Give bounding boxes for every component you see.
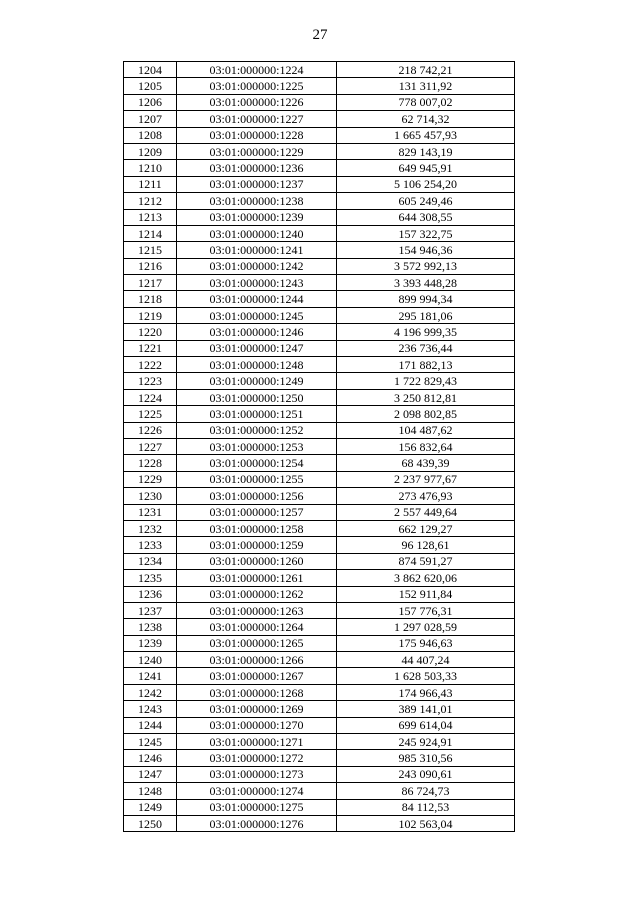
table-row: [124, 143, 515, 159]
table-row: [124, 537, 515, 553]
cadastral-value-cell: 218 742,21: [337, 62, 515, 78]
row-number-cell: 1232: [124, 520, 177, 536]
cadastral-value-cell: 1 665 457,93: [337, 127, 515, 143]
table-row: [124, 209, 515, 225]
cadastral-value-cell: 84 112,53: [337, 799, 515, 815]
cadastral-number-cell: 03:01:000000:1246: [177, 324, 337, 340]
table-row: [124, 275, 515, 291]
row-number-cell: 1208: [124, 127, 177, 143]
cadastral-value-cell: 68 439,39: [337, 455, 515, 471]
table-row: [124, 586, 515, 602]
cadastral-value-cell: 171 882,13: [337, 357, 515, 373]
cadastral-value-cell: 649 945,91: [337, 160, 515, 176]
cadastral-number-cell: 03:01:000000:1250: [177, 389, 337, 405]
row-number-cell: 1247: [124, 766, 177, 782]
cadastral-value-cell: 2 237 977,67: [337, 471, 515, 487]
cadastral-number-cell: 03:01:000000:1247: [177, 340, 337, 356]
cadastral-value-cell: 236 736,44: [337, 340, 515, 356]
row-number-cell: 1226: [124, 422, 177, 438]
row-number-cell: 1212: [124, 193, 177, 209]
table-row: [124, 668, 515, 684]
cadastral-value-cell: 96 128,61: [337, 537, 515, 553]
cadastral-value-cell: 62 714,32: [337, 111, 515, 127]
row-number-cell: 1241: [124, 668, 177, 684]
table-row: [124, 570, 515, 586]
cadastral-number-cell: 03:01:000000:1248: [177, 357, 337, 373]
table-row: [124, 406, 515, 422]
table-row: [124, 602, 515, 618]
table-row: [124, 734, 515, 750]
cadastral-value-cell: 131 311,92: [337, 78, 515, 94]
cadastral-number-cell: 03:01:000000:1265: [177, 635, 337, 651]
row-number-cell: 1244: [124, 717, 177, 733]
cadastral-number-cell: 03:01:000000:1268: [177, 684, 337, 700]
cadastral-number-cell: 03:01:000000:1276: [177, 815, 337, 831]
table-row: [124, 78, 515, 94]
cadastral-number-cell: 03:01:000000:1264: [177, 619, 337, 635]
cadastral-number-cell: 03:01:000000:1245: [177, 307, 337, 323]
table-row: [124, 307, 515, 323]
cadastral-value-cell: 389 141,01: [337, 701, 515, 717]
cadastral-number-cell: 03:01:000000:1242: [177, 258, 337, 274]
row-number-cell: 1229: [124, 471, 177, 487]
cadastral-value-cell: 243 090,61: [337, 766, 515, 782]
cadastral-number-cell: 03:01:000000:1249: [177, 373, 337, 389]
cadastral-value-cell: 157 322,75: [337, 225, 515, 241]
cadastral-value-cell: 86 724,73: [337, 783, 515, 799]
table-row: [124, 127, 515, 143]
table-row: [124, 504, 515, 520]
cadastral-number-cell: 03:01:000000:1258: [177, 520, 337, 536]
row-number-cell: 1216: [124, 258, 177, 274]
cadastral-value-cell: 5 106 254,20: [337, 176, 515, 192]
table-row: [124, 291, 515, 307]
cadastral-value-cell: 152 911,84: [337, 586, 515, 602]
cadastral-value-cell: 175 946,63: [337, 635, 515, 651]
cadastral-value-cell: 157 776,31: [337, 602, 515, 618]
row-number-cell: 1214: [124, 225, 177, 241]
cadastral-number-cell: 03:01:000000:1255: [177, 471, 337, 487]
row-number-cell: 1225: [124, 406, 177, 422]
cadastral-number-cell: 03:01:000000:1269: [177, 701, 337, 717]
row-number-cell: 1206: [124, 94, 177, 110]
cadastral-number-cell: 03:01:000000:1270: [177, 717, 337, 733]
cadastral-value-cell: 1 722 829,43: [337, 373, 515, 389]
cadastral-value-cell: 273 476,93: [337, 488, 515, 504]
table-row: [124, 750, 515, 766]
row-number-cell: 1240: [124, 652, 177, 668]
row-number-cell: 1243: [124, 701, 177, 717]
table-row: [124, 520, 515, 536]
cadastral-value-cell: 874 591,27: [337, 553, 515, 569]
cadastral-value-cell: 2 098 802,85: [337, 406, 515, 422]
cadastral-number-cell: 03:01:000000:1238: [177, 193, 337, 209]
row-number-cell: 1213: [124, 209, 177, 225]
cadastral-number-cell: 03:01:000000:1253: [177, 438, 337, 454]
table-row: [124, 488, 515, 504]
table-row: [124, 783, 515, 799]
cadastral-number-cell: 03:01:000000:1225: [177, 78, 337, 94]
cadastral-number-cell: 03:01:000000:1274: [177, 783, 337, 799]
row-number-cell: 1223: [124, 373, 177, 389]
cadastral-value-cell: 1 628 503,33: [337, 668, 515, 684]
cadastral-number-cell: 03:01:000000:1228: [177, 127, 337, 143]
cadastral-number-cell: 03:01:000000:1240: [177, 225, 337, 241]
cadastral-value-cell: 102 563,04: [337, 815, 515, 831]
row-number-cell: 1234: [124, 553, 177, 569]
table-row: [124, 225, 515, 241]
row-number-cell: 1233: [124, 537, 177, 553]
cadastral-number-cell: 03:01:000000:1229: [177, 143, 337, 159]
row-number-cell: 1245: [124, 734, 177, 750]
table-row: [124, 389, 515, 405]
cadastral-number-cell: 03:01:000000:1273: [177, 766, 337, 782]
table-row: [124, 340, 515, 356]
cadastral-number-cell: 03:01:000000:1224: [177, 62, 337, 78]
cadastral-number-cell: 03:01:000000:1267: [177, 668, 337, 684]
row-number-cell: 1238: [124, 619, 177, 635]
table-row: [124, 193, 515, 209]
row-number-cell: 1221: [124, 340, 177, 356]
cadastral-value-cell: 1 297 028,59: [337, 619, 515, 635]
cadastral-number-cell: 03:01:000000:1262: [177, 586, 337, 602]
row-number-cell: 1250: [124, 815, 177, 831]
cadastral-number-cell: 03:01:000000:1256: [177, 488, 337, 504]
table-row: [124, 242, 515, 258]
row-number-cell: 1220: [124, 324, 177, 340]
row-number-cell: 1242: [124, 684, 177, 700]
row-number-cell: 1205: [124, 78, 177, 94]
cadastral-value-cell: 156 832,64: [337, 438, 515, 454]
cadastral-number-cell: 03:01:000000:1254: [177, 455, 337, 471]
table-row: [124, 455, 515, 471]
table-row: [124, 766, 515, 782]
row-number-cell: 1210: [124, 160, 177, 176]
table-row: [124, 357, 515, 373]
row-number-cell: 1211: [124, 176, 177, 192]
cadastral-value-cell: 605 249,46: [337, 193, 515, 209]
cadastral-value-cell: 4 196 999,35: [337, 324, 515, 340]
table-row: [124, 258, 515, 274]
row-number-cell: 1231: [124, 504, 177, 520]
page-number: 27: [312, 27, 328, 43]
cadastral-number-cell: 03:01:000000:1275: [177, 799, 337, 815]
cadastral-number-cell: 03:01:000000:1266: [177, 652, 337, 668]
cadastral-value-table: [123, 61, 515, 832]
row-number-cell: 1215: [124, 242, 177, 258]
cadastral-number-cell: 03:01:000000:1237: [177, 176, 337, 192]
table-row: [124, 553, 515, 569]
cadastral-value-cell: 699 614,04: [337, 717, 515, 733]
table-row: [124, 815, 515, 831]
cadastral-number-cell: 03:01:000000:1227: [177, 111, 337, 127]
table-row: [124, 324, 515, 340]
table-row: [124, 62, 515, 78]
table-row: [124, 684, 515, 700]
table-row: [124, 717, 515, 733]
table-row: [124, 176, 515, 192]
cadastral-number-cell: 03:01:000000:1260: [177, 553, 337, 569]
row-number-cell: 1207: [124, 111, 177, 127]
cadastral-value-cell: 644 308,55: [337, 209, 515, 225]
row-number-cell: 1227: [124, 438, 177, 454]
table-row: [124, 471, 515, 487]
cadastral-value-cell: 2 557 449,64: [337, 504, 515, 520]
cadastral-number-cell: 03:01:000000:1252: [177, 422, 337, 438]
cadastral-number-cell: 03:01:000000:1244: [177, 291, 337, 307]
row-number-cell: 1209: [124, 143, 177, 159]
cadastral-value-cell: 245 924,91: [337, 734, 515, 750]
row-number-cell: 1224: [124, 389, 177, 405]
row-number-cell: 1222: [124, 357, 177, 373]
cadastral-number-cell: 03:01:000000:1226: [177, 94, 337, 110]
row-number-cell: 1248: [124, 783, 177, 799]
cadastral-number-cell: 03:01:000000:1241: [177, 242, 337, 258]
table-row: [124, 438, 515, 454]
table-row: [124, 652, 515, 668]
table-row: [124, 799, 515, 815]
cadastral-value-cell: 985 310,56: [337, 750, 515, 766]
row-number-cell: 1218: [124, 291, 177, 307]
cadastral-number-cell: 03:01:000000:1257: [177, 504, 337, 520]
cadastral-value-cell: 174 966,43: [337, 684, 515, 700]
row-number-cell: 1204: [124, 62, 177, 78]
table-row: [124, 373, 515, 389]
cadastral-value-cell: 44 407,24: [337, 652, 515, 668]
row-number-cell: 1235: [124, 570, 177, 586]
cadastral-number-cell: 03:01:000000:1251: [177, 406, 337, 422]
cadastral-number-cell: 03:01:000000:1272: [177, 750, 337, 766]
cadastral-value-cell: 778 007,02: [337, 94, 515, 110]
cadastral-number-cell: 03:01:000000:1261: [177, 570, 337, 586]
cadastral-value-cell: 154 946,36: [337, 242, 515, 258]
cadastral-value-cell: 3 250 812,81: [337, 389, 515, 405]
row-number-cell: 1249: [124, 799, 177, 815]
cadastral-number-cell: 03:01:000000:1239: [177, 209, 337, 225]
cadastral-number-cell: 03:01:000000:1236: [177, 160, 337, 176]
cadastral-number-cell: 03:01:000000:1263: [177, 602, 337, 618]
cadastral-value-cell: 899 994,34: [337, 291, 515, 307]
table-body: [124, 62, 515, 832]
cadastral-number-cell: 03:01:000000:1259: [177, 537, 337, 553]
cadastral-value-cell: 662 129,27: [337, 520, 515, 536]
table-row: [124, 160, 515, 176]
cadastral-number-cell: 03:01:000000:1243: [177, 275, 337, 291]
row-number-cell: 1228: [124, 455, 177, 471]
cadastral-value-cell: 295 181,06: [337, 307, 515, 323]
cadastral-value-cell: 104 487,62: [337, 422, 515, 438]
table-row: [124, 619, 515, 635]
row-number-cell: 1246: [124, 750, 177, 766]
cadastral-value-cell: 3 862 620,06: [337, 570, 515, 586]
cadastral-value-cell: 3 572 992,13: [337, 258, 515, 274]
row-number-cell: 1237: [124, 602, 177, 618]
table-row: [124, 635, 515, 651]
table-row: [124, 111, 515, 127]
row-number-cell: 1239: [124, 635, 177, 651]
table-row: [124, 701, 515, 717]
row-number-cell: 1217: [124, 275, 177, 291]
cadastral-value-cell: 3 393 448,28: [337, 275, 515, 291]
row-number-cell: 1236: [124, 586, 177, 602]
cadastral-number-cell: 03:01:000000:1271: [177, 734, 337, 750]
table-row: [124, 94, 515, 110]
table-row: [124, 422, 515, 438]
row-number-cell: 1230: [124, 488, 177, 504]
cadastral-value-cell: 829 143,19: [337, 143, 515, 159]
row-number-cell: 1219: [124, 307, 177, 323]
